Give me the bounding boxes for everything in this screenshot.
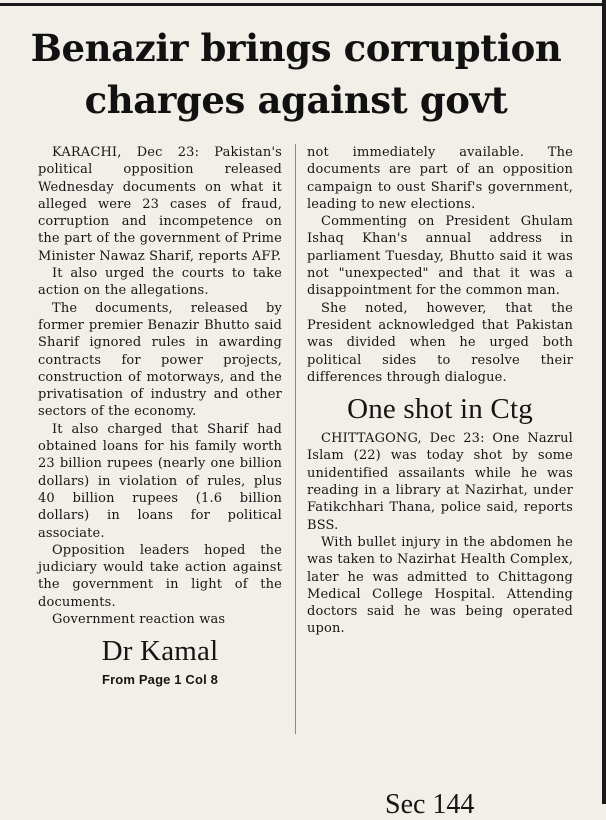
right-column — [307, 144, 573, 638]
headline-line-2: charges against govt — [84, 78, 508, 122]
story1-paragraph: Opposition leaders hoped the judiciary would take action against the government in light of the documents. — [38, 542, 282, 610]
headline — [0, 22, 592, 126]
left-column — [38, 144, 282, 688]
top-rule — [0, 0, 606, 6]
story1-paragraph: Government reaction was — [52, 612, 226, 628]
story2-paragraph: CHITTAGONG, Dec 23: One Nazrul Islam (22) was today shot by some unidentified assailants while he was reading in a library at Nazirhat, under Fatikchhari Thana, police said, reports BSS. — [307, 431, 573, 533]
story1-paragraph: It also charged that Sharif had obtained loans for his family worth 23 billion rupees (nearly one billion dollars) in violation of rules, plus 40 billion rupees (1.6 billion dollars) in loans for political associate. — [38, 421, 282, 541]
story2-title: One shot in Ctg — [347, 393, 533, 426]
story1-paragraph: It also urged the courts to take action on the allegations. — [38, 266, 282, 299]
headline-line-1: Benazir brings corruption — [30, 26, 562, 70]
column-divider — [295, 144, 296, 734]
story1-continued-paragraph: Commenting on President Ghulam Ishaq Khan's annual address in parliament Tuesday, Bhutto said it was not "unexpected" and that it was a disappointment for the common man. — [307, 214, 573, 299]
story3-byline: From Page 1 Col 8 — [102, 672, 218, 688]
story1-continued-paragraph: She noted, however, that the President acknowledged that Pakistan was divided when he urged both political sides to resolve their differences through dialogue. — [307, 300, 573, 385]
story2-paragraph: With bullet injury in the abdomen he was taken to Nazirhat Health Complex, later he was admitted to Chittagong Medical College Hospital. Attending doctors said he was being operated upon. — [307, 534, 573, 637]
story1-paragraph: KARACHI, Dec 23: Pakistan's political opposition released Wednesday documents on what it alleged were 23 cases of fraud, corruption and incompetence on the part of the government of Prime Minister Nawaz Sharif, reports AFP. — [38, 145, 282, 264]
next-story-headline-fragment: Sec 144 — [385, 789, 475, 820]
story1-paragraph: The documents, released by former premier Benazir Bhutto said Sharif ignored rules in awarding contracts for power projects, construction of motorways, and the privatisation of industry and other sectors of the economy. — [38, 300, 282, 420]
story3-title: Dr Kamal — [101, 635, 219, 668]
story1-continued-paragraph: not immediately available. The documents are part of an opposition campaign to oust Sharif's government, leading to new elections. — [307, 145, 573, 212]
right-border — [602, 0, 606, 804]
